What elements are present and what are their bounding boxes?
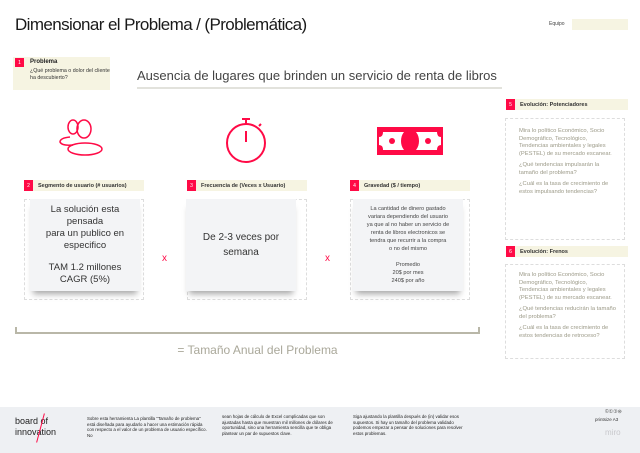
footer-text-1: Sobre esta herramienta La plantilla "Tamaño de problema" está diseñada para ayudarlo a hacer una estimación rápida con respecto a el valor de un problema de usuario específico. No (87, 416, 207, 438)
note-line: especifico (63, 240, 107, 251)
note-line: Promedio (396, 262, 420, 268)
problem-header (13, 57, 110, 90)
frequency-title: Frecuencia de (Veces x Usuario) (201, 182, 286, 189)
sum-bracket (15, 327, 480, 334)
segment-header (24, 180, 144, 191)
hint-text: ¿Qué tendencias impulsarán la tamaño del problema? (519, 162, 600, 176)
hint-text: Mira lo político Económico, Socio Demográfico, Tecnológico, Tendencias ambientales y legales (PESTEL) de su mercado escanear. (519, 128, 612, 157)
note-line: semana (223, 247, 259, 258)
board-of-innovation-logo: board of innovation (15, 416, 65, 438)
severity-header (350, 180, 470, 191)
license-icons: ©①③⊜ (605, 409, 622, 415)
sticky-note[interactable] (353, 199, 463, 291)
users-icon (58, 117, 108, 157)
step-number: 3 (187, 180, 196, 191)
step-number: 4 (350, 180, 359, 191)
hint-text: ¿Cuál es la tasa de crecimiento de estos tendencias de retroceso? (519, 325, 609, 339)
hint-text: ¿Cuál es la tasa de crecimiento de estos impulsando tendencias? (519, 181, 609, 195)
note-line: ya que al no haber un servicio de (366, 222, 450, 228)
segment-title: Segmento de usuario (# usuarios) (38, 182, 127, 189)
note-line: variara dependiendo del usuario (368, 214, 448, 220)
drivers-header (506, 99, 628, 110)
note-line: De 2-3 veces por (202, 232, 280, 243)
footer (0, 407, 640, 453)
problem-question: ¿Qué problema o dolor del cliente ha descubierto? (30, 68, 110, 81)
note-line: TAM 1.2 millones (48, 262, 122, 273)
note-line: para un publico en (45, 228, 125, 239)
result-label: = Tamaño Anual del Problema (177, 343, 338, 357)
brakes-box[interactable] (505, 264, 625, 359)
footer-text-3: Siga ajustando la plantilla después de (in) validar esos supuestos. Si hay un tamaño del problema validado podemos empezar a pensar de soluciones para resolver estos problemas. (353, 414, 463, 436)
note-line: tendra que recurrir a la compra (369, 238, 447, 244)
step-number: 5 (506, 99, 515, 110)
multiply-sign: x (162, 253, 167, 264)
problem-answer[interactable]: Ausencia de lugares que brinden un servicio de renta de libros (137, 68, 502, 89)
stopwatch-icon (224, 116, 270, 164)
drivers-box[interactable] (505, 118, 625, 240)
multiply-sign: x (325, 253, 330, 264)
brakes-header (506, 246, 628, 257)
team-label: Equipo (549, 21, 565, 27)
note-line: pensada (66, 216, 104, 227)
money-icon (377, 127, 444, 155)
hint-text: ¿Qué tendencias reducirán la tamaño del problema? (519, 306, 616, 320)
brakes-title: Evolución: Frenos (520, 248, 568, 255)
page-title: Dimensionar el Problema / (Problemática) (15, 15, 307, 34)
footer-text-2: sean hojas de cálculo de Excel complicadas que son ajustadas hasta que muestran mil millones de dólares de oportunidad, sino una herramienta sencilla que te obliga plantear un par de supuestos clave. (222, 414, 333, 436)
print-size: printsize A3 (595, 417, 619, 422)
sticky-note[interactable] (186, 199, 296, 291)
note-line: La solución esta (50, 204, 120, 215)
drivers-title: Evolución: Potenciadores (520, 101, 588, 108)
note-line: La cantidad de dinero gastado (370, 206, 446, 212)
note-line: 20$ por mes (392, 270, 424, 276)
step-number: 2 (24, 180, 33, 191)
note-line: renta de libros electronicos se (370, 230, 446, 236)
miro-logo: miro (605, 428, 621, 437)
frequency-header (187, 180, 307, 191)
hint-text: Mira lo político Económico, Socio Demográfico, Tecnológico, Tendencias ambientales y legales (PESTEL) de su mercado escanear. (519, 272, 612, 301)
step-number: 1 (15, 58, 24, 67)
note-line: o no del mismo (389, 246, 427, 252)
sticky-note[interactable] (30, 199, 140, 291)
severity-title: Gravedad ($ / tiempo) (364, 182, 421, 189)
note-line: 240$ por año (391, 278, 425, 284)
step-number: 6 (506, 246, 515, 257)
note-line: CAGR (5%) (59, 274, 111, 285)
problem-title: Problema (30, 59, 58, 65)
team-input[interactable] (572, 19, 628, 30)
